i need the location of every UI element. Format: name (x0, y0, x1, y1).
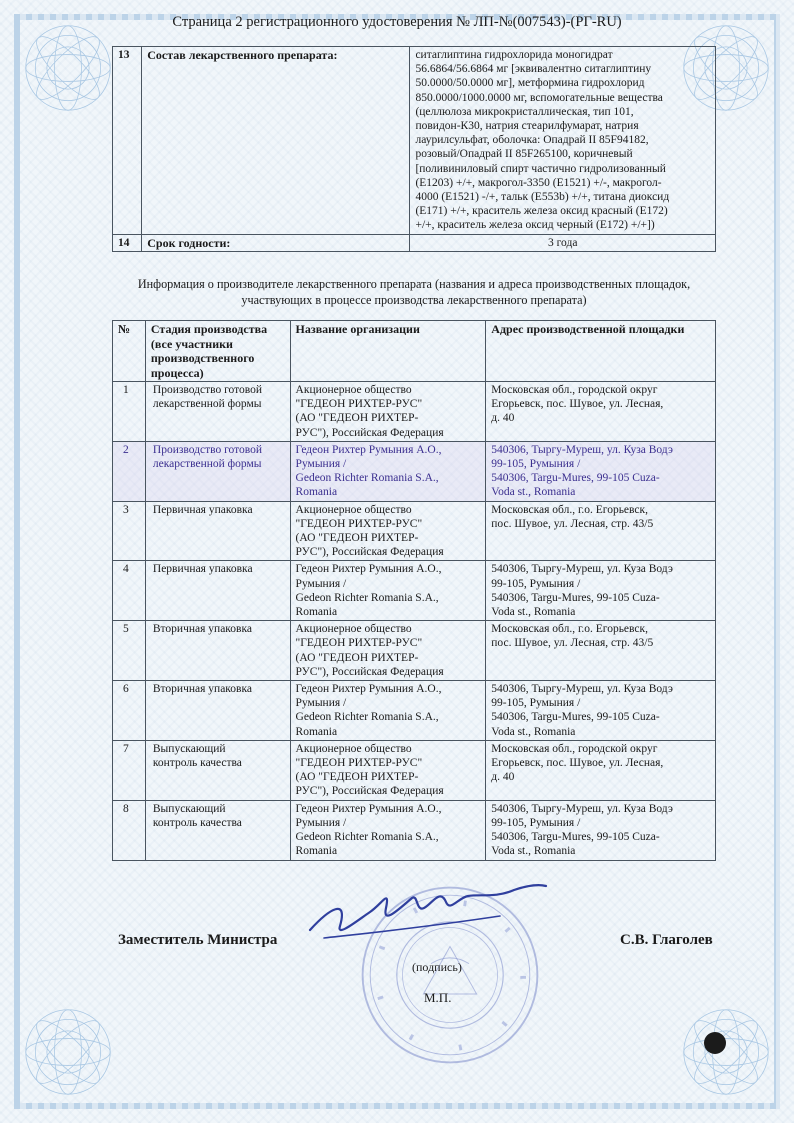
cell-organization (290, 382, 486, 442)
text-line: 540306, Тыргу-Муреш, ул. Куза Водэ (491, 683, 673, 696)
cell-stage (145, 800, 290, 860)
cell-organization (290, 681, 486, 741)
table-row (113, 441, 716, 501)
text-line: 4000 (Е1521) -/+, тальк (Е553b) +/+, титана диоксид (415, 191, 670, 204)
composition-value (410, 47, 716, 235)
text-line: 540306, Тыргу-Муреш, ул. Куза Водэ (491, 802, 673, 815)
cell-number: 4 (113, 561, 146, 621)
cell-number: 1 (113, 382, 146, 442)
cell-stage (145, 382, 290, 442)
cell-number: 7 (113, 740, 146, 800)
text-line: повидон-К30, натрия стеарилфумарат, натрия (415, 120, 639, 133)
column-header-organization: Название организации (290, 321, 486, 382)
cell-organization (290, 740, 486, 800)
page-title: Страница 2 регистрационного удостоверения № ЛП-№(007543)-(РГ-RU) (172, 14, 622, 30)
text-line: Акционерное общество (295, 503, 412, 516)
text-line: 540306, Targu-Mures, 99-105 Cuza- (491, 711, 660, 724)
corner-rosette-icon (678, 1004, 774, 1100)
composition-table (112, 46, 716, 252)
text-line: 99-105, Румыния / (491, 697, 581, 710)
text-line: Voda st., Romania (491, 486, 576, 499)
text-line: Акционерное общество (295, 623, 412, 636)
row-number: 13 (113, 47, 142, 235)
text-line: РУС"), Российская Федерация (295, 426, 444, 439)
text-line: (АО "ГЕДЕОН РИХТЕР- (295, 412, 419, 425)
cell-address (486, 800, 716, 860)
text-line: 99-105, Румыния / (491, 577, 581, 590)
text-line: Romania (295, 606, 338, 619)
corner-rosette-icon (20, 20, 116, 116)
cell-number: 8 (113, 800, 146, 860)
text-line: Румыния / (295, 816, 347, 829)
cell-organization (290, 800, 486, 860)
row-number: 14 (113, 234, 142, 251)
text-line: "ГЕДЕОН РИХТЕР-РУС" (295, 398, 423, 411)
seal-caption: М.П. (424, 990, 452, 1005)
cell-stage (145, 740, 290, 800)
text-line: процесса) (150, 365, 204, 380)
table-row (113, 561, 716, 621)
text-line: (АО "ГЕДЕОН РИХТЕР- (295, 771, 419, 784)
text-line: Румыния / (295, 577, 347, 590)
cell-address (486, 621, 716, 681)
cell-organization (290, 501, 486, 561)
text-line: Гедеон Рихтер Румыния А.О., (295, 802, 442, 815)
text-line: Производство готовой (152, 384, 263, 396)
table-row (113, 501, 716, 561)
row-label: Срок годности: (142, 234, 410, 251)
text-line: Gedeon Richter Romania S.A., (295, 591, 439, 604)
manufacturers-table (112, 320, 716, 861)
table-row (113, 234, 716, 251)
text-line: (АО "ГЕДЕОН РИХТЕР- (295, 651, 419, 664)
text-line: Егорьевск, пос. Шувое, ул. Лесная, (491, 757, 664, 770)
text-line: участвующих в процессе производства лекарственного препарата) (241, 293, 587, 307)
handwritten-signature (300, 868, 550, 958)
cell-stage (145, 561, 290, 621)
text-line: +/+, краситель железа оксид черный (Е172) +/+]) (415, 219, 655, 232)
text-line: 540306, Targu-Mures, 99-105 Cuza- (491, 472, 660, 485)
cell-organization (290, 441, 486, 501)
table-header-row (113, 321, 716, 382)
table-row (113, 47, 716, 235)
text-line: Romania (295, 845, 338, 858)
text-line: (Е1203) +/+, макрогол-3350 (Е1521) +/-, макрогол- (415, 176, 662, 189)
text-line: 540306, Targu-Mures, 99-105 Cuza- (491, 591, 660, 604)
cell-address (486, 740, 716, 800)
text-line: производственного (150, 351, 255, 365)
row-label: Состав лекарственного препарата: (142, 47, 410, 235)
shelf-life-value: 3 года (410, 234, 716, 251)
signer-name: С.В. Глаголев (620, 932, 713, 948)
text-line: РУС"), Российская Федерация (295, 785, 444, 798)
text-line: Voda st., Romania (491, 845, 576, 858)
signature-caption: (подпись) (412, 960, 462, 974)
text-line: Voda st., Romania (491, 725, 576, 738)
cell-organization (290, 621, 486, 681)
text-line: лекарственной формы (152, 398, 262, 411)
text-line: лаурилсульфат, оболочка: Опадрай II 85F94182, (415, 134, 649, 147)
text-line: 850.0000/1000.0000 мг, вспомогательные вещества (415, 91, 663, 104)
text-line: Акционерное общество (295, 742, 412, 755)
text-line: 99-105, Румыния / (491, 458, 581, 471)
text-line: Выпускающий (152, 802, 226, 815)
text-line: розовый/Опадрай II 85F265100, коричневый (415, 148, 633, 161)
text-line: Выпускающий (152, 742, 226, 755)
text-line: "ГЕДЕОН РИХТЕР-РУС" (295, 637, 423, 650)
text-line: (целлюлоза микрокристаллическая, тип 101, (415, 105, 634, 118)
text-line: Гедеон Рихтер Румыния А.О., (295, 683, 442, 696)
text-line: Гедеон Рихтер Румыния А.О., (295, 563, 442, 576)
cell-stage (145, 621, 290, 681)
text-line: Первичная упаковка (152, 563, 253, 576)
corner-rosette-icon (20, 1004, 116, 1100)
text-line: Румыния / (295, 458, 347, 471)
table-row (113, 800, 716, 860)
cell-number: 3 (113, 501, 146, 561)
text-line: Румыния / (295, 697, 347, 710)
column-header-stage (145, 321, 290, 382)
cell-stage (145, 441, 290, 501)
text-line: пос. Шувое, ул. Лесная, стр. 43/5 (491, 637, 654, 650)
text-line: Первичная упаковка (152, 503, 253, 516)
text-line: Гедеон Рихтер Румыния А.О., (295, 443, 442, 456)
text-line: 540306, Тыргу-Муреш, ул. Куза Водэ (491, 563, 673, 576)
text-line: 50.0000/50.0000 мг], метформина гидрохлорид (415, 77, 645, 90)
table-row (113, 740, 716, 800)
text-line: Московская обл., городской округ (491, 742, 658, 755)
text-line: (АО "ГЕДЕОН РИХТЕР- (295, 532, 419, 545)
text-line: "ГЕДЕОН РИХТЕР-РУС" (295, 517, 423, 530)
cell-address (486, 441, 716, 501)
text-line: РУС"), Российская Федерация (295, 546, 444, 559)
table-row (113, 681, 716, 741)
text-line: Voda st., Romania (491, 606, 576, 619)
column-header-number: № (113, 321, 146, 382)
text-line: пос. Шувое, ул. Лесная, стр. 43/5 (491, 517, 654, 530)
text-line: контроль качества (152, 757, 242, 770)
text-line: (Е171) +/+, краситель железа оксид красный (Е172) (415, 205, 668, 218)
text-line: Московская обл., г.о. Егорьевск, (491, 623, 648, 636)
text-line: (все участники (150, 336, 233, 351)
text-line: Стадия производства (150, 322, 268, 336)
cell-number: 6 (113, 681, 146, 741)
table-row (113, 621, 716, 681)
text-line: Вторичная упаковка (152, 683, 253, 696)
text-line: Московская обл., г.о. Егорьевск, (491, 503, 648, 516)
cell-address (486, 382, 716, 442)
column-header-address: Адрес производственной площадки (486, 321, 716, 382)
signer-position: Заместитель Министра (118, 932, 278, 948)
cell-stage (145, 681, 290, 741)
text-line: [поливиниловый спирт частично гидролизованный (415, 162, 666, 175)
cell-organization (290, 561, 486, 621)
cell-number: 5 (113, 621, 146, 681)
table-row (113, 382, 716, 442)
text-line: д. 40 (491, 771, 515, 784)
text-line: Gedeon Richter Romania S.A., (295, 472, 439, 485)
text-line: 99-105, Румыния / (491, 816, 581, 829)
text-line: контроль качества (152, 816, 242, 829)
text-line: Акционерное общество (295, 384, 412, 396)
cell-number: 2 (113, 441, 146, 501)
text-line: Московская обл., городской округ (491, 384, 658, 396)
text-line: 56.6864/56.6864 мг [эквивалентно ситаглиптину (415, 63, 652, 76)
text-line: "ГЕДЕОН РИХТЕР-РУС" (295, 757, 423, 770)
cell-stage (145, 501, 290, 561)
text-line: ситаглиптина гидрохлорида моногидрат (415, 49, 613, 61)
manufacturer-info-heading (108, 276, 720, 308)
text-line: Gedeon Richter Romania S.A., (295, 711, 439, 724)
text-line: лекарственной формы (152, 458, 262, 471)
text-line: Romania (295, 486, 338, 499)
cell-address (486, 681, 716, 741)
text-line: Информация о производителе лекарственного препарата (названия и адреса производственных площадок, (137, 277, 691, 291)
text-line: 540306, Тыргу-Муреш, ул. Куза Водэ (491, 443, 673, 456)
text-line: Производство готовой (152, 443, 263, 456)
text-line: Егорьевск, пос. Шувое, ул. Лесная, (491, 398, 664, 411)
text-line: д. 40 (491, 412, 515, 425)
text-line: РУС"), Российская Федерация (295, 665, 444, 678)
punch-hole-icon (704, 1032, 726, 1054)
text-line: Вторичная упаковка (152, 623, 253, 636)
text-line: Romania (295, 725, 338, 738)
cell-address (486, 501, 716, 561)
text-line: 540306, Targu-Mures, 99-105 Cuza- (491, 831, 660, 844)
text-line: Gedeon Richter Romania S.A., (295, 831, 439, 844)
cell-address (486, 561, 716, 621)
